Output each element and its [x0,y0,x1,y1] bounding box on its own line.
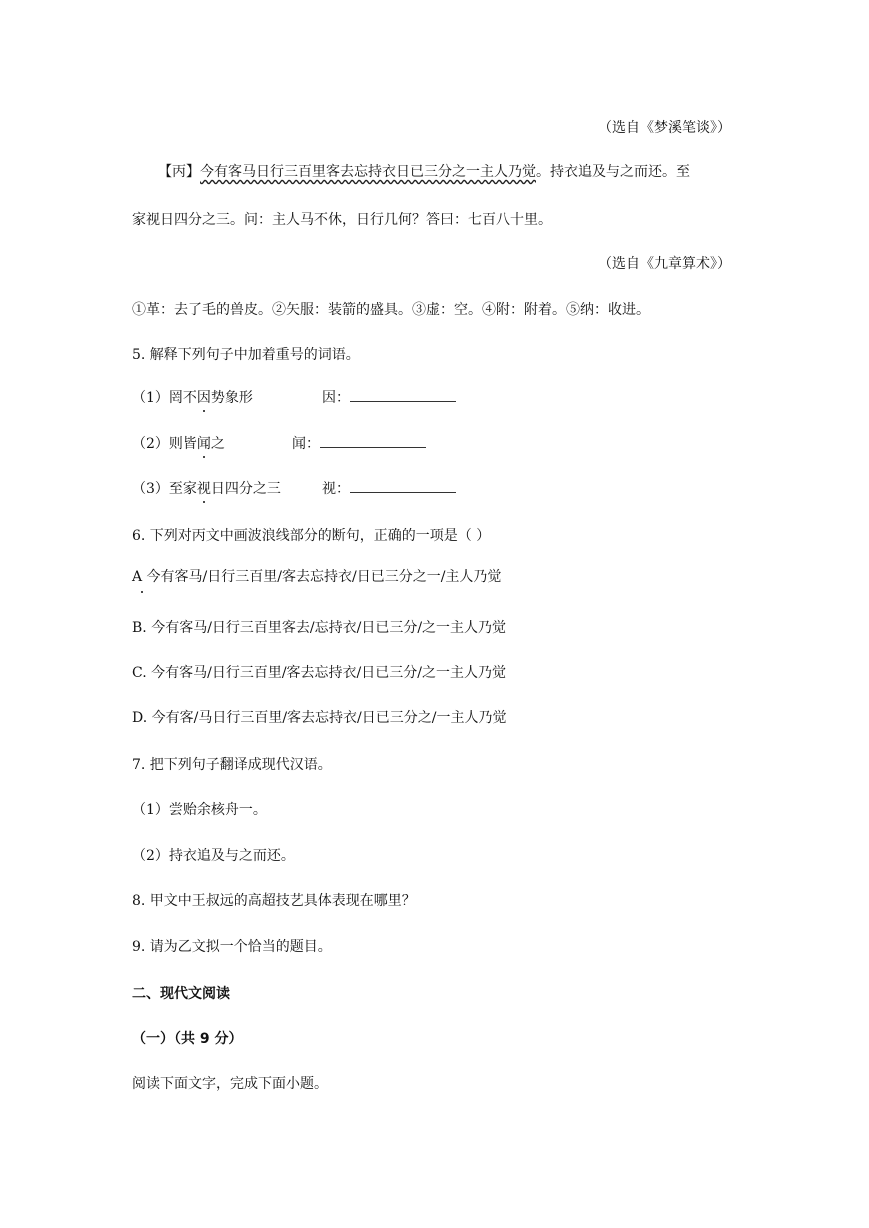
bing-rest: 。持衣追及与之而还。至 [536,164,690,180]
stray-dot [141,591,143,593]
question-9: 9. 请为乙文拟一个恰当的题目。 [132,939,332,955]
option-c[interactable]: C. 今有客马/日行三百里/客去忘持衣/日已三分/之一主人乃觉 [132,665,506,681]
emphasis-word: 闻 [196,436,211,452]
question-7-stem: 7. 把下列句子翻译成现代汉语。 [132,757,332,773]
annotations: ①革：去了毛的兽皮。②矢服：装箭的盛具。③虚：空。④附：附着。⑤纳：收进。 [132,302,650,318]
passage-bing-line1 [158,162,690,182]
answer-blank-1[interactable]: 因： [322,388,456,408]
option-a[interactable]: A 今有客马/日行三百里/客去忘持衣/日已三分之一/主人乃觉 [132,569,502,585]
source-mengxi: （选自《梦溪笔谈》） [598,120,731,136]
question-5-item-1: （1）罔不因势象形 [132,390,253,406]
question-7-item-1: （1）尝贻余核舟一。 [132,802,267,818]
part-heading: （一）（共 9 分） [132,1031,243,1047]
reading-instruction: 阅读下面文字，完成下面小题。 [132,1076,328,1092]
option-d[interactable]: D. 今有客/马日行三百里/客去忘持衣/日已三分之/一主人乃觉 [132,710,507,726]
bing-wavy-sentence: 今有客马日行三百里客去忘持衣日已三分之一主人乃觉 [200,164,536,180]
source-jiuzhang: （选自《九章算术》） [598,256,731,272]
answer-blank-2[interactable]: 闻： [292,434,426,454]
answer-blank-3[interactable]: 视： [322,479,456,499]
question-5-item-2: （2）则皆闻之 [132,436,225,452]
question-8: 8. 甲文中王叔远的高超技艺具体表现在哪里？ [132,893,416,909]
emphasis-word: 因 [196,390,211,406]
section-heading-modern-reading: 二、现代文阅读 [132,986,230,1002]
bing-label: 【丙】 [158,164,200,180]
question-6-stem: 6. 下列对丙文中画波浪线部分的断句，正确的一项是（ ） [132,528,491,544]
emphasis-word: 视 [196,481,211,497]
passage-bing-line2: 家视日四分之三。问：主人马不休，日行几何？答曰：七百八十里。 [132,212,552,228]
option-b[interactable]: B. 今有客马/日行三百里客去/忘持衣/日已三分/之一主人乃觉 [132,620,507,636]
question-5-stem: 5. 解释下列句子中加着重号的词语。 [132,347,360,363]
question-7-item-2: （2）持衣追及与之而还。 [132,848,295,864]
question-5-item-3: （3）至家视日四分之三 [132,481,281,497]
